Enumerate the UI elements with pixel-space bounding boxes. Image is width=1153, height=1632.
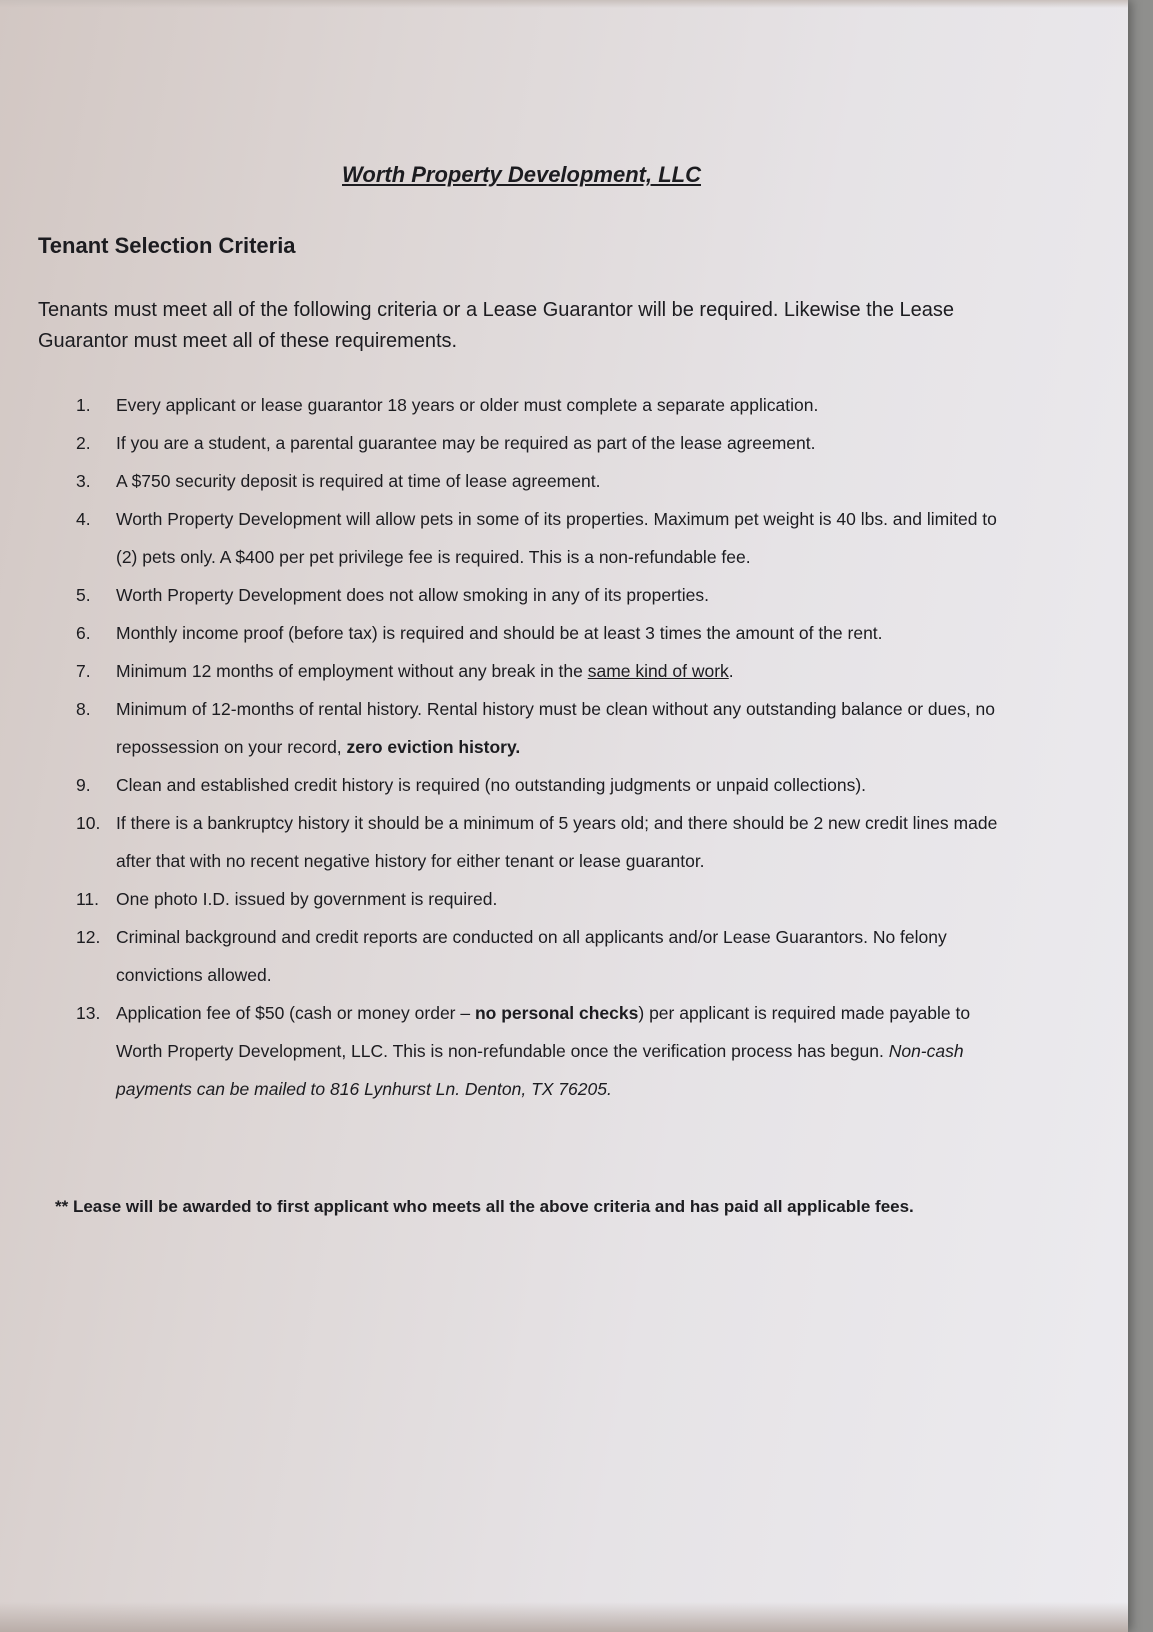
- underlined-phrase: same kind of work: [587, 661, 729, 681]
- item-text-part: Minimum 12 months of employment without any break in the: [116, 661, 588, 681]
- item-text: If you are a student, a parental guarantee may be required as part of the lease agreement.: [116, 433, 816, 453]
- criteria-item: [76, 386, 1006, 424]
- item-number: 6.: [76, 623, 91, 643]
- item-text: One photo I.D. issued by government is required.: [116, 889, 498, 909]
- company-title: Worth Property Development, LLC: [342, 162, 701, 187]
- item-number: 7.: [76, 661, 91, 681]
- item-text: Clean and established credit history is required (no outstanding judgments or unpaid collections).: [116, 775, 867, 795]
- item-text: Criminal background and credit reports are conducted on all applicants and/or Lease Guarantors. No felony convictions allowed.: [116, 927, 947, 985]
- item-text: A $750 security deposit is required at time of lease agreement.: [116, 471, 601, 491]
- item-number: 2.: [76, 433, 91, 453]
- item-number: 3.: [76, 471, 91, 491]
- criteria-item: [76, 880, 1006, 918]
- criteria-item: [76, 576, 1006, 614]
- criteria-list: [76, 386, 1006, 1108]
- item-text: If there is a bankruptcy history it should be a minimum of 5 years old; and there should be 2 new credit lines made after that with no recent negative history for either tenant or lease guarantor.: [116, 813, 998, 871]
- item-text: Monthly income proof (before tax) is required and should be at least 3 times the amount of the rent.: [116, 623, 883, 643]
- criteria-item: [76, 424, 1006, 462]
- criteria-item: [76, 614, 1006, 652]
- intro-paragraph: Tenants must meet all of the following criteria or a Lease Guarantor will be required. Likewise the Lease Guarantor must meet all of these requirements.: [38, 299, 955, 352]
- criteria-item: [76, 804, 1006, 880]
- page-edge-shadow: [0, 0, 1128, 8]
- item-text-part: ) per applicant is required made payable to Worth Property Development, LLC. This is non-refundable once the verification process has begun.: [116, 1003, 971, 1061]
- criteria-item: [76, 462, 1006, 500]
- item-text-part: Application fee of $50 (cash or money order –: [116, 1003, 475, 1023]
- item-number: 12.: [76, 927, 101, 947]
- italic-phrase: Non-cash payments can be mailed to 816 Lynhurst Ln. Denton, TX 76205.: [116, 1041, 964, 1099]
- item-number: 9.: [76, 775, 91, 795]
- item-text: Worth Property Development does not allow smoking in any of its properties.: [116, 585, 710, 605]
- criteria-item: [76, 690, 1006, 766]
- footnote: ** Lease will be awarded to first applicant who meets all the above criteria and has paid all applicable fees.: [55, 1197, 914, 1216]
- item-text-part: Minimum of 12-months of rental history. Rental history must be clean without any outstanding balance or dues, no repossession on your record,: [116, 699, 996, 757]
- item-number: 11.: [76, 889, 100, 909]
- item-text: [116, 652, 1006, 690]
- bold-phrase: no personal checks: [474, 1003, 639, 1023]
- criteria-item: [76, 994, 1006, 1108]
- item-number: 5.: [76, 585, 91, 605]
- page-edge-shadow: [0, 1602, 1128, 1632]
- criteria-item: [76, 918, 1006, 994]
- bold-phrase: zero eviction history.: [346, 737, 521, 757]
- item-number: 13.: [76, 1003, 101, 1023]
- item-number: 4.: [76, 509, 91, 529]
- section-heading: Tenant Selection Criteria: [38, 233, 296, 258]
- item-number: 8.: [76, 699, 91, 719]
- criteria-item: [76, 766, 1006, 804]
- item-text: [116, 690, 1006, 766]
- item-number: 10.: [76, 813, 101, 833]
- item-text-part: .: [728, 661, 734, 681]
- item-number: 1.: [76, 395, 91, 415]
- item-text: Worth Property Development will allow pets in some of its properties. Maximum pet weight is 40 lbs. and limited to (2) pets only. A $400 per pet privilege fee is required. This is a non-refundable fee.: [116, 509, 997, 567]
- item-text: [116, 994, 1006, 1108]
- criteria-item: [76, 652, 1006, 690]
- criteria-item: [76, 500, 1006, 576]
- item-text: Every applicant or lease guarantor 18 years or older must complete a separate application.: [116, 395, 819, 415]
